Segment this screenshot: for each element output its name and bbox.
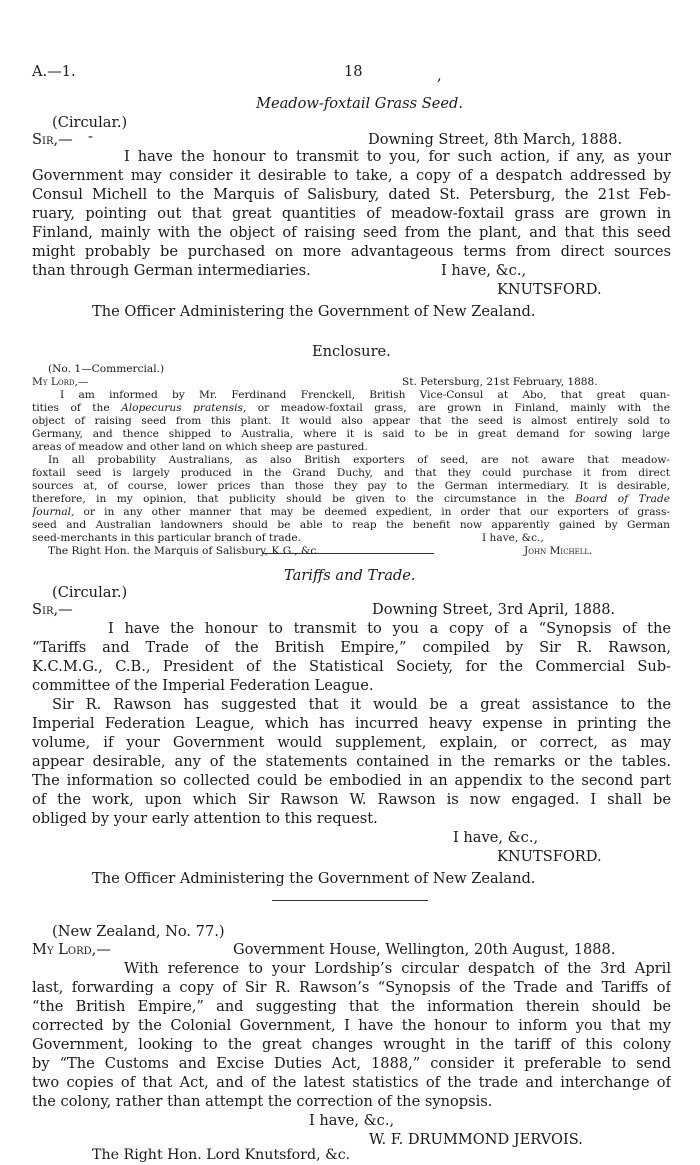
body-line: object of raising seed from this plant. It would also appear that the seed is almost entirely sold to — [32, 415, 670, 427]
body-line: the colony, rather than attempt the correction of the synopsis. — [32, 1093, 493, 1110]
signature: W. F. DRUMMOND JERVOIS. — [369, 1131, 583, 1148]
body-line: by “The Customs and Excise Duties Act, 1888,” consider it preferable to send — [32, 1055, 671, 1072]
body-line: “Tariffs and Trade of the British Empire,” compiled by Sir R. Rawson, — [32, 639, 671, 656]
body-line: In all probability Australians, as also British exporters of seed, are not aware that meadow- — [48, 454, 670, 466]
body-line: seed and Australian landowners should be able to reap the benefit now apparently gained by German — [32, 519, 670, 531]
body-line: appear desirable, any of the statements contained in the remarks or the tables. — [32, 753, 671, 770]
body-line: Sir R. Rawson has suggested that it would be a great assistance to the — [52, 696, 671, 713]
section-title: Meadow-foxtail Grass Seed. — [256, 95, 463, 112]
body-line: The information so collected could be embodied in an appendix to the second part — [32, 772, 671, 789]
stray-mark: , — [437, 67, 442, 84]
salutation: Sir,— — [32, 131, 73, 148]
body-line: sources at, of course, lower prices than those they pay to the German intermediary. It is desirable, — [32, 480, 670, 492]
closing: I have, &c., — [482, 532, 544, 544]
circular-label: (Circular.) — [52, 584, 128, 601]
closing: I have, &c., — [453, 829, 539, 846]
body-line: Finland, mainly with the object of raising seed from the plant, and that this seed — [32, 224, 671, 241]
enclosure-reference: (No. 1—Commercial.) — [48, 363, 165, 375]
salutation: Sir,— — [32, 601, 73, 618]
dateline: Downing Street, 3rd April, 1888. — [372, 601, 616, 618]
closing: I have, &c., — [309, 1112, 395, 1129]
body-line: Consul Michell to the Marquis of Salisbury, dated St. Petersburg, the 21st Feb- — [32, 186, 671, 203]
body-line: Government may consider it desirable to take, a copy of a despatch addressed by — [32, 167, 671, 184]
body-line: therefore, in my opinion, that publicity should be given to the circumstance in the Board of Trade — [32, 493, 670, 505]
body-line: might probably be purchased on more advantageous terms from direct sources — [32, 243, 671, 260]
body-line: Journal, or in any other manner that may be deemed expedient, in order that our exporters of grass- — [32, 506, 670, 518]
body-line: K.C.M.G., C.B., President of the Statistical Society, for the Commercial Sub- — [32, 658, 671, 675]
salutation: My Lord,— — [32, 941, 111, 958]
section-divider — [272, 900, 428, 901]
body-line: obliged by your early attention to this request. — [32, 810, 378, 827]
body-line: ruary, pointing out that great quantities of meadow-foxtail grass are grown in — [32, 205, 671, 222]
signature: KNUTSFORD. — [497, 848, 602, 865]
body-line: than through German intermediaries. — [32, 262, 311, 279]
section-divider — [262, 553, 434, 554]
body-line: I have the honour to transmit to you a copy of a “Synopsis of the — [108, 620, 671, 637]
body-line: I have the honour to transmit to you, for such action, if any, as your — [124, 148, 671, 165]
body-line: Government, looking to the great changes wrought in the tariff of this colony — [32, 1036, 671, 1053]
enclosure-title: Enclosure. — [312, 343, 391, 360]
body-line: committee of the Imperial Federation League. — [32, 677, 374, 694]
addressee: The Officer Administering the Government of New Zealand. — [92, 303, 536, 320]
dateline: Downing Street, 8th March, 1888. — [368, 131, 623, 148]
addressee: The Officer Administering the Government of New Zealand. — [92, 870, 536, 887]
salutation: My Lord,— — [32, 376, 89, 388]
body-line: areas of meadow and other land on which sheep are pastured. — [32, 441, 368, 453]
body-line: last, forwarding a copy of Sir R. Rawson’s “Synopsis of the Trade and Tariffs of — [32, 979, 671, 996]
body-line: volume, if your Government would supplement, explain, or correct, as may — [32, 734, 671, 751]
document-reference: A.—1. — [32, 63, 76, 80]
despatch-reference: (New Zealand, No. 77.) — [52, 923, 225, 940]
stray-mark: - — [88, 128, 93, 145]
dateline: St. Petersburg, 21st February, 1888. — [402, 376, 598, 388]
dateline: Government House, Wellington, 20th August, 1888. — [233, 941, 616, 958]
body-line: I am informed by Mr. Ferdinand Frenckell, British Vice-Consul at Abo, that great quan- — [60, 389, 670, 401]
addressee: The Right Hon. Lord Knutsford, &c. — [92, 1147, 351, 1163]
closing: I have, &c., — [441, 262, 527, 279]
body-line: of the work, upon which Sir Rawson W. Rawson is now engaged. I shall be — [32, 791, 671, 808]
body-line: “the British Empire,” and suggesting that the information therein should be — [32, 998, 671, 1015]
addressee: The Right Hon. the Marquis of Salisbury, K.G., &c. — [48, 545, 320, 557]
body-line: tities of the Alopecurus pratensis, or meadow-foxtail grass, are grown in Finland, mainly with the — [32, 402, 670, 414]
signature: John Michell. — [524, 545, 593, 557]
signature: KNUTSFORD. — [497, 281, 602, 298]
body-line: Imperial Federation League, which has incurred heavy expense in printing the — [32, 715, 671, 732]
body-line: foxtail seed is largely produced in the Grand Duchy, and that they could purchase it from direct — [32, 467, 670, 479]
circular-label: (Circular.) — [52, 114, 128, 131]
page-number: 18 — [344, 63, 363, 80]
body-line: corrected by the Colonial Government, I have the honour to inform you that my — [32, 1017, 671, 1034]
section-title: Tariffs and Trade. — [284, 567, 416, 584]
body-line: two copies of that Act, and of the latest statistics of the trade and interchange of — [32, 1074, 671, 1091]
body-line: Germany, and thence shipped to Australia, where it is said to be in great demand for sowing large — [32, 428, 670, 440]
body-line: seed-merchants in this particular branch of trade. — [32, 532, 302, 544]
body-line: With reference to your Lordship’s circular despatch of the 3rd April — [124, 960, 671, 977]
